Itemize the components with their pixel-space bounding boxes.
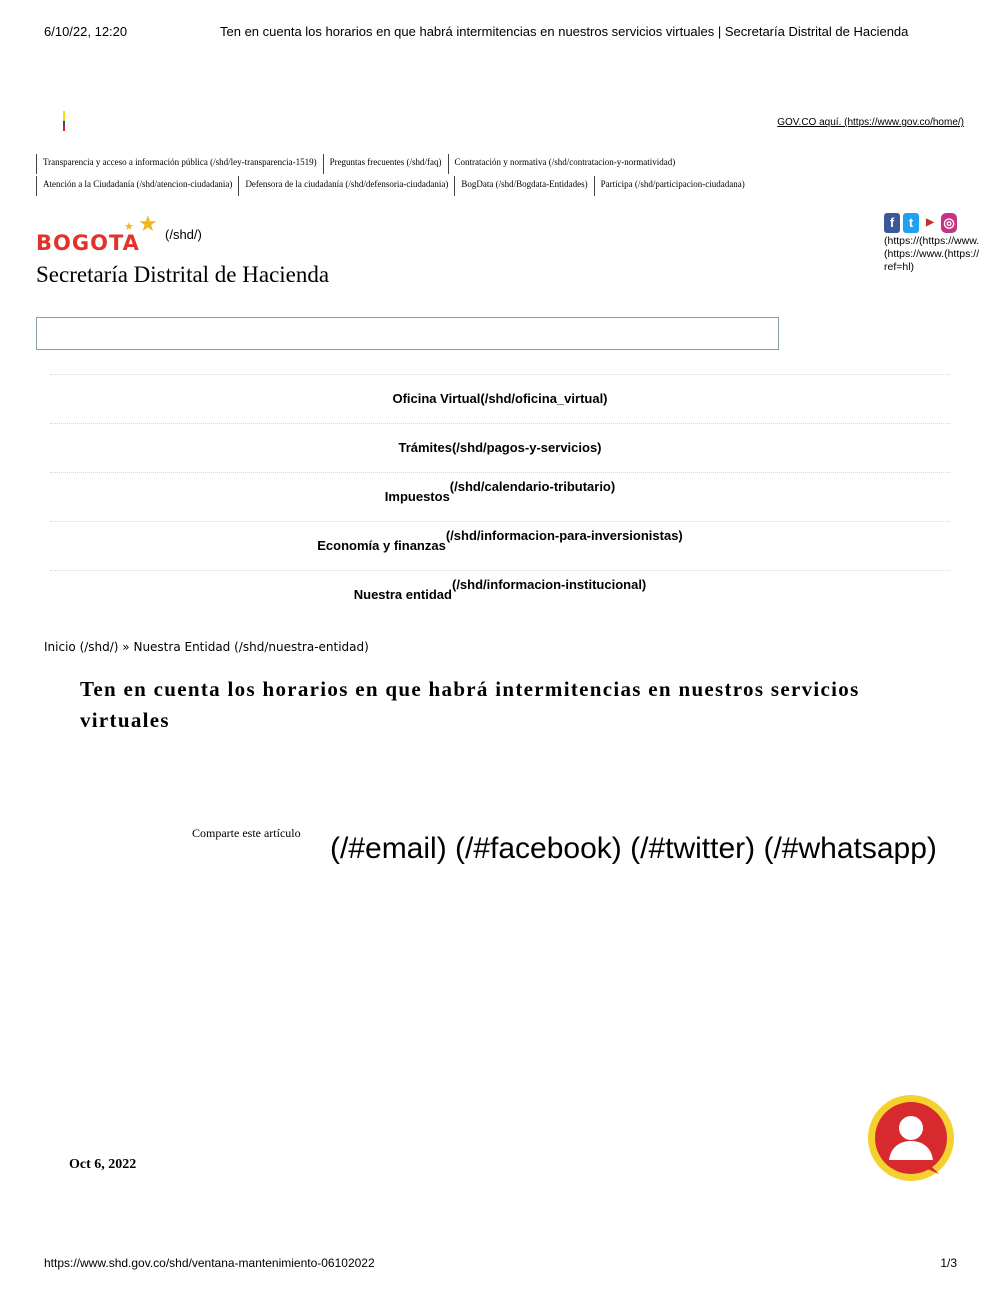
menu-item-label: Trámites bbox=[398, 440, 452, 455]
utility-links-row-1 bbox=[36, 154, 681, 174]
menu-item-impuestos[interactable] bbox=[50, 472, 950, 521]
govco-link[interactable]: GOV.CO aquí. (https://www.gov.co/home/) bbox=[777, 117, 964, 128]
star-icon: ★ bbox=[138, 211, 158, 236]
menu-item-economia[interactable] bbox=[50, 521, 950, 570]
twitter-icon[interactable]: t bbox=[903, 213, 919, 233]
menu-item-label: Impuestos bbox=[384, 489, 450, 504]
menu-item-label: Oficina Virtual bbox=[392, 391, 481, 406]
link-contratacion[interactable]: Contratación y normativa (/shd/contratacion-y-normatividad) bbox=[448, 154, 682, 174]
link-bogdata[interactable]: BogData (/shd/Bogdata-Entidades) bbox=[454, 176, 593, 196]
link-defensora[interactable]: Defensora de la ciudadanía (/shd/defensoria-ciudadania) bbox=[238, 176, 454, 196]
article-title: Ten en cuenta los horarios en que habrá intermitencias en nuestros servicios virtuales bbox=[80, 677, 860, 732]
menu-item-label: Economía y finanzas bbox=[317, 538, 446, 553]
star-icon: ★ bbox=[124, 221, 134, 233]
menu-item-label: Nuestra entidad bbox=[353, 587, 452, 602]
search-input[interactable] bbox=[36, 317, 779, 350]
instagram-icon[interactable]: ◎ bbox=[941, 213, 957, 233]
chat-support-icon[interactable] bbox=[867, 1094, 955, 1182]
site-name: Secretaría Distrital de Hacienda bbox=[36, 262, 330, 287]
social-links-text[interactable]: (https://(https://www.(https://www.(https:// ref=hl) bbox=[884, 235, 980, 273]
link-preguntas-frecuentes[interactable]: Preguntas frecuentes (/shd/faq) bbox=[323, 154, 448, 174]
colombia-flag-icon bbox=[63, 111, 65, 131]
menu-item-link: (/shd/calendario-tributario) bbox=[449, 479, 616, 494]
menu-item-link: (/shd/informacion-para-inversionistas) bbox=[445, 528, 683, 543]
print-page-title: Ten en cuenta los horarios en que habrá intermitencias en nuestros servicios virtuales | Secretaría Distrital de Hacienda bbox=[220, 24, 909, 39]
bogota-logo[interactable] bbox=[36, 211, 161, 259]
menu-item-link: (/shd/pagos-y-servicios) bbox=[451, 440, 602, 455]
utility-links-row-2 bbox=[36, 176, 751, 196]
print-url: https://www.shd.gov.co/shd/ventana-mantenimiento-06102022 bbox=[44, 1256, 375, 1270]
home-link[interactable]: (/shd/) bbox=[165, 227, 202, 242]
menu-item-link: (/shd/informacion-institucional) bbox=[451, 577, 647, 592]
main-menu bbox=[50, 374, 950, 619]
youtube-icon[interactable]: ▶ bbox=[922, 213, 938, 233]
publication-date: Oct 6, 2022 bbox=[69, 1157, 137, 1172]
facebook-icon[interactable]: f bbox=[884, 213, 900, 233]
social-links bbox=[884, 213, 984, 274]
link-transparencia[interactable]: Transparencia y acceso a información pública (/shd/ley-transparencia-1519) bbox=[36, 154, 323, 174]
print-page-number: 1/3 bbox=[940, 1256, 957, 1270]
link-atencion-ciudadania[interactable]: Atención a la Ciudadanía (/shd/atencion-ciudadania) bbox=[36, 176, 238, 196]
menu-item-nuestra-entidad[interactable] bbox=[50, 570, 950, 619]
logo-wordmark: BOGOTA bbox=[36, 231, 140, 255]
menu-item-tramites[interactable] bbox=[50, 423, 950, 472]
link-participa[interactable]: Participa (/shd/participacion-ciudadana) bbox=[594, 176, 751, 196]
breadcrumb[interactable]: Inicio (/shd/) » Nuestra Entidad (/shd/nuestra-entidad) bbox=[44, 640, 369, 654]
menu-item-link: (/shd/oficina_virtual) bbox=[480, 391, 608, 406]
share-label: Comparte este artículo bbox=[192, 826, 301, 840]
share-links[interactable]: (/#email) (/#facebook) (/#twitter) (/#whatsapp) bbox=[330, 832, 937, 865]
print-datetime: 6/10/22, 12:20 bbox=[44, 24, 128, 39]
menu-item-oficina-virtual[interactable] bbox=[50, 374, 950, 423]
